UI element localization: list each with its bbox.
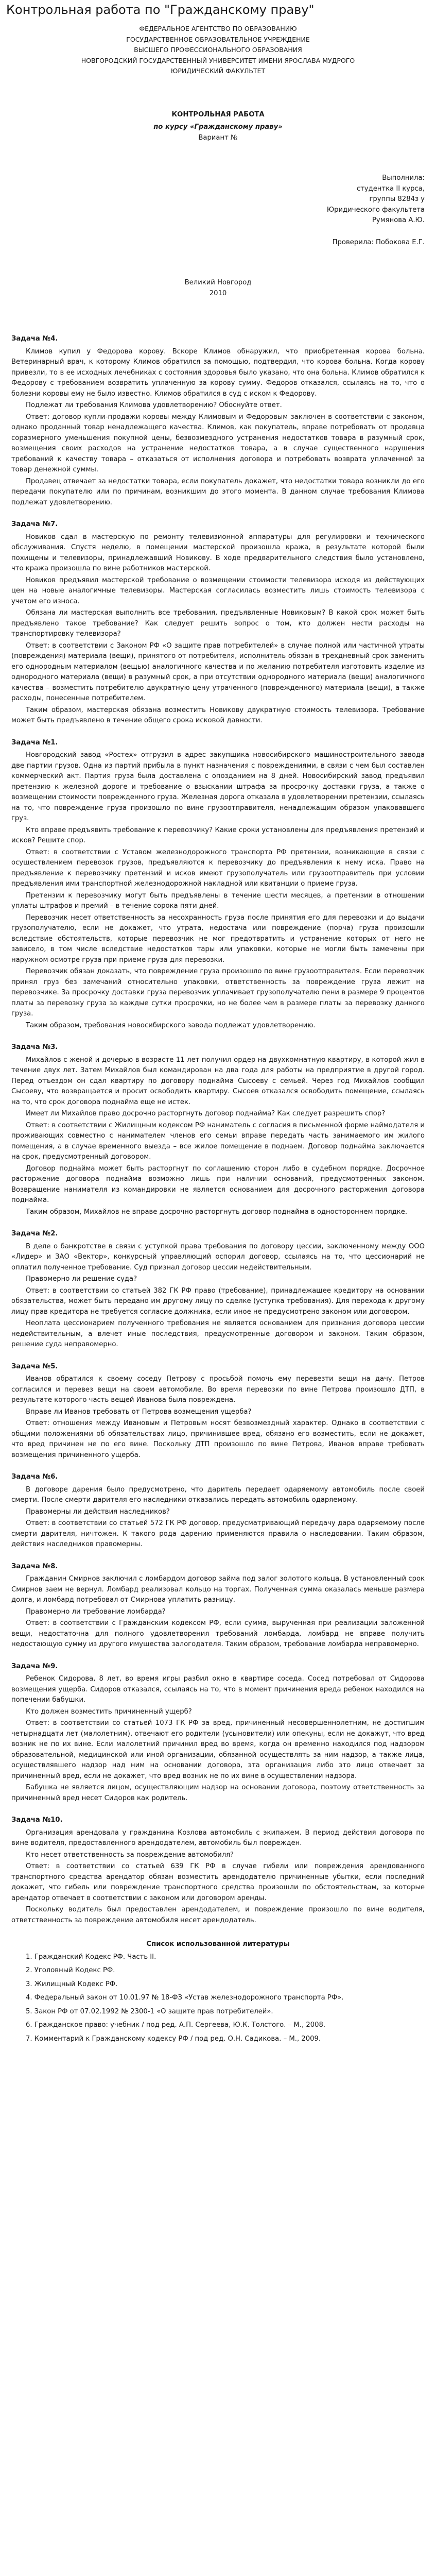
author-line: Румянова А.Ю. bbox=[372, 216, 425, 224]
task-paragraph: Ответ: в соответствии со статьей 382 ГК РФ право (требование), принадлежащее кредитору на основании обязательства, может быть передано им другому лицу по сделке (уступка требования). Для перехода к другому лицу прав кредитора не требуется согласие должника, если иное не предусмотрено законом или договором. bbox=[11, 1286, 425, 1316]
task-heading: Задача №4. bbox=[11, 335, 58, 343]
reference-item: 4. Федеральный закон от 10.01.97 № 18-ФЗ «Устав железнодорожного транспорта РФ». bbox=[26, 1994, 344, 2002]
task-paragraph: Организация арендовала у гражданина Козлова автомобиль с экипажем. В период действия договора по вине водителя, предоставленного арендодателем, автомобиль был поврежден. bbox=[11, 1828, 425, 1847]
work-subject: по курсу «Гражданскому праву» bbox=[153, 123, 283, 131]
task-paragraph: Гражданин Смирнов заключил с ломбардом договор займа под залог золотого кольца. В установленный срок Смирнов заем не вернул. Ломбард реализовал кольцо на торгах. Полученная сумма оказалась меньше размера долга, и ломбард потребовал от Смирнова уплатить разницу. bbox=[11, 1575, 425, 1604]
task-paragraph: Ответ: в соответствии со статьей 572 ГК РФ договор, предусматривающий передачу дара одаряемому после смерти дарителя, ничтожен. К такого рода дарению применяются правила о наследовании. Таким образом, действия наследников правомерны. bbox=[11, 1519, 425, 1548]
task-paragraph: Перевозчик обязан доказать, что повреждение груза произошло по вине грузоотправителя. Если перевозчик принял груз без замечаний относительно упаковки, ответственность за повреждение груза лежит на перевозчике. За просрочку доставки груза перевозчик уплачивает грузополучателю пени в размере 9 процентов платы за перевозку груза за каждые сутки просрочки, но не более чем в размере платы за перевозку данного груза. bbox=[11, 968, 425, 1018]
institution-header bbox=[11, 24, 425, 77]
task-heading: Задача №8. bbox=[11, 1562, 58, 1570]
task-paragraph: Неоплата цессионарием полученного требования не является основанием для признания договора цессии недействительным, а влечет иные последствия, предусмотренные договором и законом. Таким образом, решение суда неправомерно. bbox=[11, 1319, 425, 1348]
header-line: ЮРИДИЧЕСКИЙ ФАКУЛЬТЕТ bbox=[170, 67, 266, 75]
task-paragraph: Вправе ли Иванов требовать от Петрова возмещения ущерба? bbox=[26, 1408, 252, 1416]
task-paragraph: Ответ: в соответствии с Законом РФ «О защите прав потребителей» в случае полной или частичной утраты (повреждения) материала (вещи), принятого от потребителя, исполнитель обязан в трехдневный срок заменить его однородным материалом (вещью) аналогичного качества и по желанию потребителя изготовить изделие из однородного материала (вещи) в разумный срок, а при отсутствии однородного материала (вещи) аналогичного качества – возместить потребителю двукратную цену утраченного (поврежденного) материала (вещи), а также расходы, понесенные потребителем. bbox=[11, 641, 425, 702]
reference-item: 7. Комментарий к Гражданскому кодексу РФ / под ред. О.Н. Садикова. – М., 2009. bbox=[26, 2035, 321, 2043]
task-heading: Задача №9. bbox=[11, 1662, 58, 1670]
task-paragraph: Кто должен возместить причиненный ущерб? bbox=[26, 1707, 192, 1716]
header-line: ФЕДЕРАЛЬНОЕ АГЕНТСТВО ПО ОБРАЗОВАНИЮ bbox=[139, 25, 297, 32]
reference-item: 6. Гражданское право: учебник / под ред. А.П. Сергеева, Ю.К. Толстого. – М., 2008. bbox=[26, 2021, 326, 2029]
task-paragraph: Претензии к перевозчику могут быть предъявлены в течение шести месяцев, а претензии в отношении уплаты штрафов и премий – в течение сорока пяти дней. bbox=[11, 891, 425, 910]
work-title: КОНТРОЛЬНАЯ РАБОТА bbox=[171, 110, 265, 118]
task-heading: Задача №1. bbox=[11, 738, 58, 747]
task-paragraph: Ответ: договор купли-продажи коровы между Климовым и Федоровым заключен в соответствии с законом, однако проданный товар ненадлежащего качества. Климов, как покупатель, вправе потребовать от продавца соразмерного уменьшения покупной цены, безвозмездного устранения недостатков товара в разумный срок, возмещения своих расходов на устранение недостатков товара, а в случае существенного нарушения требований к качеству товара – отказаться от исполнения договора и потребовать возврата уплаченной за товар денежной суммы. bbox=[11, 413, 425, 473]
year: 2010 bbox=[209, 289, 227, 297]
task-paragraph: Договор поднайма может быть расторгнут по соглашению сторон либо в судебном порядке. Досрочное расторжение договора поднайма возможно лишь при наличии оснований, предусмотренных законом. Возвращение нанимателя из командировки не является основанием для досрочного расторжения договора поднайма. bbox=[11, 1164, 425, 1204]
reference-item: 3. Жилищный Кодекс РФ. bbox=[26, 1980, 118, 1988]
task-heading: Задача №6. bbox=[11, 1473, 58, 1481]
task-paragraph: Бабушка не является лицом, осуществляющим надзор на основании договора, поэтому ответственность за причиненный вред несет Сидоров как родитель. bbox=[11, 1784, 425, 1802]
task-heading: Задача №10. bbox=[11, 1816, 63, 1824]
task-paragraph: Ответ: в соответствии со статьей 639 ГК РФ в случае гибели или повреждения арендованного транспортного средства арендатор обязан возместить арендодателю причиненные убытки, если последний докажет, что гибель или повреждение транспортного средства произошли по обстоятельствам, за которые арендатор отвечает в соответствии с законом или договором аренды. bbox=[11, 1862, 425, 1902]
reference-item: 2. Уголовный Кодекс РФ. bbox=[26, 1967, 115, 1974]
task-paragraph: Имеет ли Михайлов право досрочно расторгнуть договор поднайма? Как следует разрешить спор? bbox=[26, 1110, 386, 1117]
author-line: Юридического факультета bbox=[326, 206, 425, 214]
author-line: Выполнила: bbox=[382, 174, 425, 182]
task-paragraph: Правомерно ли требование ломбарда? bbox=[26, 1607, 166, 1616]
task-heading: Задача №2. bbox=[11, 1230, 58, 1238]
task-paragraph: Михайлов с женой и дочерью в возрасте 11 лет получил ордер на двухкомнатную квартиру, в которой жил в течение двух лет. Затем Михайлов был командирован на два года для работы на предприятие в другой город. Перед отъездом он сдал квартиру по договору поднайма Сысоеву с семьей. Через год Михайлов сообщил Сысоеву, что возвращается и просит освободить квартиру. Сысоев отказался освободить помещение, ссылаясь на то, что срок договора поднайма еще не истек. bbox=[11, 1056, 425, 1106]
task-paragraph: Новгородский завод «Ростех» отгрузил в адрес закупщика новосибирского машиностроительного завода две партии грузов. Одна из партий прибыла в пункт назначения с повреждениями, в связи с чем был составлен коммерческий акт. Партия груза была доставлена с опозданием на 8 дней. Новосибирский завод предъявил претензию к железной дороге и требование о взыскании штрафа за просрочку доставки груза, а также о возмещении стоимости поврежденного груза. Железная дорога отказала в удовлетворении претензии, ссылаясь на то, что повреждение груза произошло по вине грузоотправителя, ненадлежащим образом упаковавшего груз. bbox=[11, 751, 425, 822]
task-paragraph: Правомерно ли решение суда? bbox=[26, 1275, 137, 1283]
author-line: Проверила: Побокова Е.Г. bbox=[332, 238, 425, 246]
reference-item: 1. Гражданский Кодекс РФ. Часть II. bbox=[26, 1953, 156, 1961]
task-paragraph: Кто несет ответственность за повреждение автомобиля? bbox=[26, 1851, 234, 1859]
task-paragraph: Новиков сдал в мастерскую по ремонту телевизионной аппаратуры для регулировки и технического обслуживания. Спустя неделю, в помещении мастерской произошла кража, в результате которой были похищены и телевизоры, принадлежавший Новикову. В ходе предварительного следствия было установлено, что кража произошла по вине работников мастерской. bbox=[11, 533, 425, 572]
task-paragraph: Продавец отвечает за недостатки товара, если покупатель докажет, что недостатки товара возникли до его передачи покупателю или по причинам, возникшим до этого момента. В данном случае требования Климова подлежат удовлетворению. bbox=[11, 477, 425, 506]
task-paragraph: Ответ: отношения между Ивановым и Петровым носят безвозмездный характер. Однако в соответствии с общими положениями об обязательствах лицо, причинившее вред, обязано его возместить, если не докажет, что вред причинен не по его вине. Поскольку ДТП произошло по вине Петрова, Иванов вправе требовать возмещения причиненного ущерба. bbox=[11, 1419, 425, 1459]
work-variant: Вариант № bbox=[198, 133, 238, 142]
task-paragraph: В деле о банкротстве в связи с уступкой права требования по договору цессии, заключенному между ООО «Лидер» и ЗАО «Вектор», конкурсный управляющий оспорил договор, ссылаясь на то, что цессионарий не оплатил полученное требование. Суд признал договор цессии недействительным. bbox=[11, 1242, 425, 1272]
task-paragraph: Ответ: в соответствии с Гражданским кодексом РФ, если сумма, вырученная при реализации заложенной вещи, недостаточна для полного удовлетворения требований ломбарда, ломбард не вправе получить недостающую сумму из другого имущества залогодателя. Таким образом, требование ломбарда неправомерно. bbox=[11, 1619, 425, 1648]
header-line: ВЫСШЕГО ПРОФЕССИОНАЛЬНОГО ОБРАЗОВАНИЯ bbox=[134, 46, 302, 54]
tasks-container bbox=[11, 334, 425, 1932]
city: Великий Новгород bbox=[184, 279, 252, 286]
page-title: Контрольная работа по "Гражданскому праву" bbox=[6, 3, 315, 17]
task-paragraph: Климов купил у Федорова корову. Вскоре Климов обнаружил, что приобретенная корова больна. Ветеринарный врач, к которому Климов обратился за помощью, подтвердил, что корова больна. Когда корову привезли, то в ее исходных лечебниках с состояния здоровья было указано, что она больна. Климов обратился к Федорову с требованием возвратить уплаченную за корову сумму. Федоров отказался, ссылаясь на то, что о болезни коровы ему не было известно. Климов обратился в суд с иском к Федорову. bbox=[11, 347, 425, 398]
header-line: ГОСУДАРСТВЕННОЕ ОБРАЗОВАТЕЛЬНОЕ УЧРЕЖДЕНИЕ bbox=[126, 35, 310, 43]
task-paragraph: Ответ: в соответствии с Жилищным кодексом РФ наниматель с согласия в письменной форме наймодателя и проживающих совместно с нанимателем членов его семьи вправе передать часть занимаемого им жилого помещения, а в случае временного выезда – все жилое помещение в поднаем. Договор поднайма заключается на срок, предусмотренный договором. bbox=[11, 1121, 425, 1161]
task-paragraph: Ответ: в соответствии с Уставом железнодорожного транспорта РФ претензии, возникающие в связи с осуществлением перевозок грузов, предъявляются к перевозчику до предъявления к нему иска. Право на предъявление к перевозчику претензий и исков имеют грузополучатель или грузоотправитель при условии предъявления ими транспортной железнодорожной накладной или квитанции о приеме груза. bbox=[11, 848, 425, 888]
task-paragraph: Таким образом, требования новосибирского завода подлежат удовлетворению. bbox=[26, 1021, 316, 1029]
task-paragraph: Кто вправе предъявить требование к перевозчику? Какие сроки установлены для предъявления претензий и исков? Решите спор. bbox=[11, 826, 425, 844]
task-heading: Задача №5. bbox=[11, 1362, 58, 1370]
task-paragraph: Иванов обратился к своему соседу Петрову с просьбой помочь ему перевезти вещи на дачу. Петров согласился и перевез вещи на своем автомобиле. Во время перевозки по вине Петрова произошло ДТП, в результате которого часть вещей Иванова была повреждена. bbox=[11, 1375, 425, 1404]
task-paragraph: Таким образом, Михайлов не вправе досрочно расторгнуть договор поднайма в одностороннем порядке. bbox=[26, 1208, 408, 1216]
task-paragraph: Перевозчик несет ответственность за несохранность груза после принятия его для перевозки и до выдачи грузополучателю, если не докажет, что утрата, недостача или повреждение (порча) груза произошли вследствие обстоятельств, которые перевозчик не мог предотвратить и устранение которых от него не зависело, в том числе вследствие недостатков тары или упаковки, которые не могли быть замечены при наружном осмотре груза при приеме груза для перевозки. bbox=[11, 913, 425, 964]
header-line: НОВГОРОДСКИЙ ГОСУДАРСТВЕННЫЙ УНИВЕРСИТЕТ ИМЕНИ ЯРОСЛАВА МУДРОГО bbox=[81, 56, 355, 64]
task-paragraph: Новиков предъявил мастерской требование о возмещении стоимости телевизора исходя из действующих цен на новые аналогичные телевизоры. Мастерская согласилась возместить лишь стоимость телевизора с учетом его износа. bbox=[11, 576, 425, 605]
references-list bbox=[11, 1952, 425, 2045]
task-paragraph: Обязана ли мастерская выполнить все требования, предъявленные Новиковым? В какой срок может быть предъявлено такое требование? Как следует решить вопрос о том, кто должен нести расходы на транспортировку телевизора? bbox=[11, 609, 425, 638]
author-line: студентка II курса, bbox=[356, 184, 425, 193]
task-paragraph: Таким образом, мастерская обязана возместить Новикову двукратную стоимость телевизора. Требование может быть предъявлено в течение общего срока исковой давности. bbox=[11, 706, 425, 724]
task-paragraph: Ответ: в соответствии со статьей 1073 ГК РФ за вред, причиненный несовершеннолетним, не достигшим четырнадцати лет (малолетним), отвечают его родители (усыновители) или опекуны, если не докажут, что вред возник не по их вине. Если малолетний причинил вред во время, когда он временно находился под надзором образовательной, медицинской или иной организации, обязанной осуществлять за ним надзор, а также лица, осуществлявшего надзор над ним на основании договора, эта организация либо это лицо отвечает за причиненный вред, если не докажет, что вред возник не по их вине в осуществлении надзора. bbox=[11, 1719, 425, 1780]
task-heading: Задача №7. bbox=[11, 520, 58, 528]
task-paragraph: Правомерны ли действия наследников? bbox=[26, 1507, 170, 1516]
task-paragraph: Поскольку водитель был предоставлен арендодателем, и повреждение произошло по вине водителя, ответственность за повреждение автомобиля несет арендодатель. bbox=[11, 1906, 425, 1924]
task-heading: Задача №3. bbox=[11, 1043, 58, 1051]
author-block bbox=[11, 173, 425, 248]
author-line: группы 8284з у bbox=[369, 195, 425, 203]
task-paragraph: Подлежат ли требования Климова удовлетворению? Обоснуйте ответ. bbox=[26, 401, 282, 409]
document-body bbox=[0, 18, 436, 2044]
task-paragraph: В договоре дарения было предусмотрено, что даритель передает одаряемому автомобиль после своей смерти. После смерти дарителя его наследники отказались передать автомобиль одаряемому. bbox=[11, 1485, 425, 1504]
task-paragraph: Ребенок Сидорова, 8 лет, во время игры разбил окно в квартире соседа. Сосед потребовал от Сидорова возмещения ущерба. Сидоров отказался, ссылаясь на то, что в момент причинения вреда ребенок находился на попечении бабушки. bbox=[11, 1675, 425, 1704]
reference-item: 5. Закон РФ от 07.02.1992 № 2300-1 «О защите прав потребителей». bbox=[26, 2007, 273, 2015]
references-title: Список использованной литературы bbox=[146, 1940, 290, 1948]
